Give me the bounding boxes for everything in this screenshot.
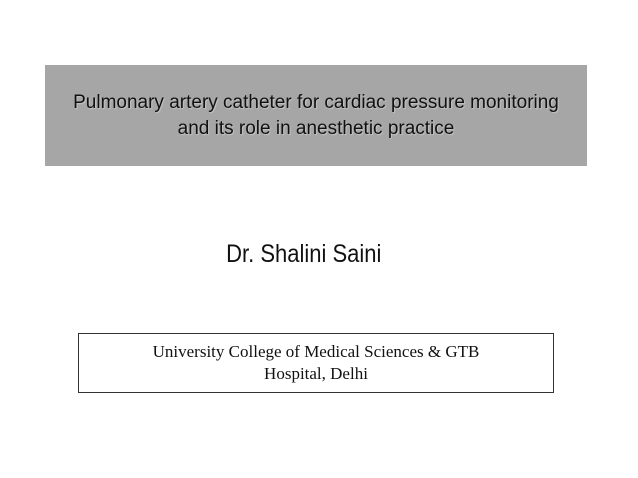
title-line-2: and its role in anesthetic practice xyxy=(177,117,455,139)
author-name xyxy=(36,238,597,270)
title-box xyxy=(45,65,587,166)
affiliation-box xyxy=(78,333,554,393)
author-name-text: Dr. Shalini Saini xyxy=(226,240,382,268)
title-line-1: Pulmonary artery catheter for cardiac pressure monitoring xyxy=(73,91,559,113)
affiliation-line-2: Hospital, Delhi xyxy=(264,364,368,383)
affiliation-line-1: University College of Medical Sciences & GTB xyxy=(152,342,480,361)
